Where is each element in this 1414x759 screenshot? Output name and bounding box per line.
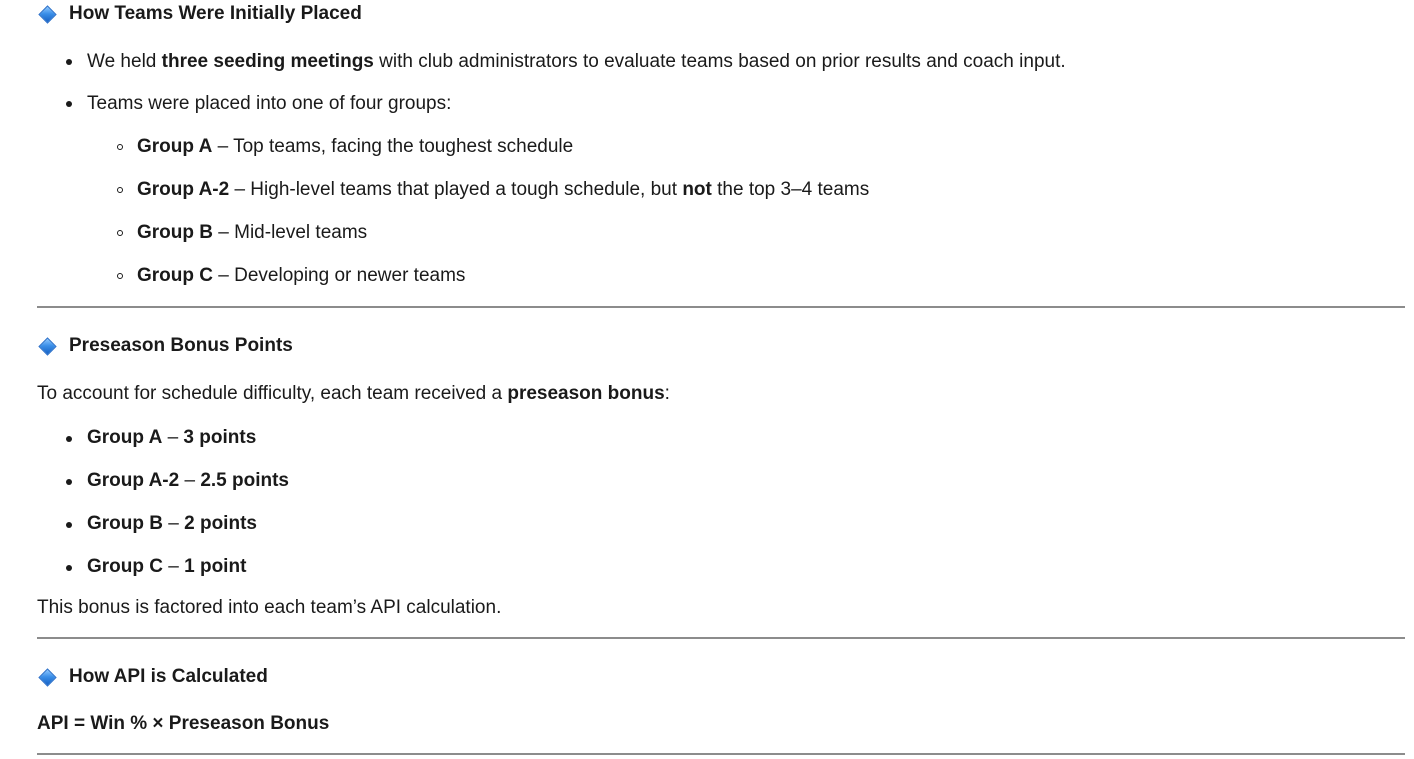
bonus-group: Group A	[87, 427, 163, 448]
blue-diamond-icon	[38, 668, 56, 686]
horizontal-divider	[37, 753, 1405, 755]
bonus-group: Group A-2	[87, 470, 180, 491]
bullet-disc-icon	[66, 101, 72, 107]
bullet-circle-icon	[117, 144, 123, 150]
section-heading-placement	[38, 3, 362, 25]
bullet-disc-icon	[66, 479, 72, 485]
group-name: Group A-2	[137, 179, 230, 200]
formula-text: API = Win % × Preseason Bonus	[37, 713, 330, 734]
bonus-separator: –	[163, 513, 185, 534]
bullet-disc-icon	[66, 59, 72, 65]
group-desc: – Mid-level teams	[213, 222, 368, 243]
horizontal-divider	[37, 637, 1405, 639]
list-item-group-b	[137, 221, 367, 245]
group-desc: – Top teams, facing the toughest schedule	[212, 136, 574, 157]
list-item-group-c	[137, 264, 465, 288]
group-desc: – High-level teams that played a tough schedule, but	[229, 179, 683, 200]
list-item-group-a2	[137, 178, 869, 202]
bonus-item-group-a2	[87, 469, 289, 493]
bullet-disc-icon	[66, 565, 72, 571]
bullet-disc-icon	[66, 436, 72, 442]
bullet-disc-icon	[66, 522, 72, 528]
group-name: Group A	[137, 136, 213, 157]
heading-text: Preseason Bonus Points	[69, 335, 293, 356]
list-item-four-groups	[87, 92, 451, 116]
bold-text: preseason bonus	[507, 383, 665, 404]
bullet-circle-icon	[117, 230, 123, 236]
group-name: Group C	[137, 265, 213, 286]
group-name: Group B	[137, 222, 213, 243]
text-run: :	[664, 383, 670, 404]
bonus-points: 2.5 points	[200, 470, 289, 491]
bonus-separator: –	[163, 556, 185, 577]
bonus-intro	[37, 382, 670, 406]
section-heading-api	[38, 666, 268, 688]
text-run: To account for schedule difficulty, each team received a	[37, 383, 508, 404]
section-heading-bonus	[38, 335, 293, 357]
api-formula	[37, 712, 329, 736]
horizontal-divider	[37, 306, 1405, 308]
group-desc: – Developing or newer teams	[213, 265, 466, 286]
bold-text: not	[682, 179, 712, 200]
blue-diamond-icon	[38, 337, 56, 355]
list-item-group-a	[137, 135, 573, 159]
bonus-points: 3 points	[183, 427, 257, 448]
bullet-circle-icon	[117, 187, 123, 193]
bonus-item-group-a	[87, 426, 256, 450]
heading-text: How Teams Were Initially Placed	[69, 3, 362, 24]
bonus-group: Group C	[87, 556, 163, 577]
bonus-separator: –	[179, 470, 201, 491]
list-item-seeding-meetings	[87, 50, 1066, 74]
text-run: with club administrators to evaluate teams based on prior results and coach input.	[373, 51, 1066, 72]
bonus-points: 1 point	[184, 556, 247, 577]
bonus-note	[37, 596, 501, 620]
bonus-separator: –	[162, 427, 184, 448]
bonus-item-group-b	[87, 512, 257, 536]
bullet-circle-icon	[117, 273, 123, 279]
heading-text: How API is Calculated	[69, 666, 268, 687]
blue-diamond-icon	[38, 5, 56, 23]
bonus-item-group-c	[87, 555, 246, 579]
text-run: This bonus is factored into each team’s API calculation.	[37, 597, 502, 618]
text-run: Teams were placed into one of four groups:	[87, 93, 452, 114]
bonus-group: Group B	[87, 513, 163, 534]
bonus-points: 2 points	[184, 513, 257, 534]
text-run: We held	[87, 51, 162, 72]
group-desc: the top 3–4 teams	[711, 179, 870, 200]
bold-text: three seeding meetings	[161, 51, 374, 72]
